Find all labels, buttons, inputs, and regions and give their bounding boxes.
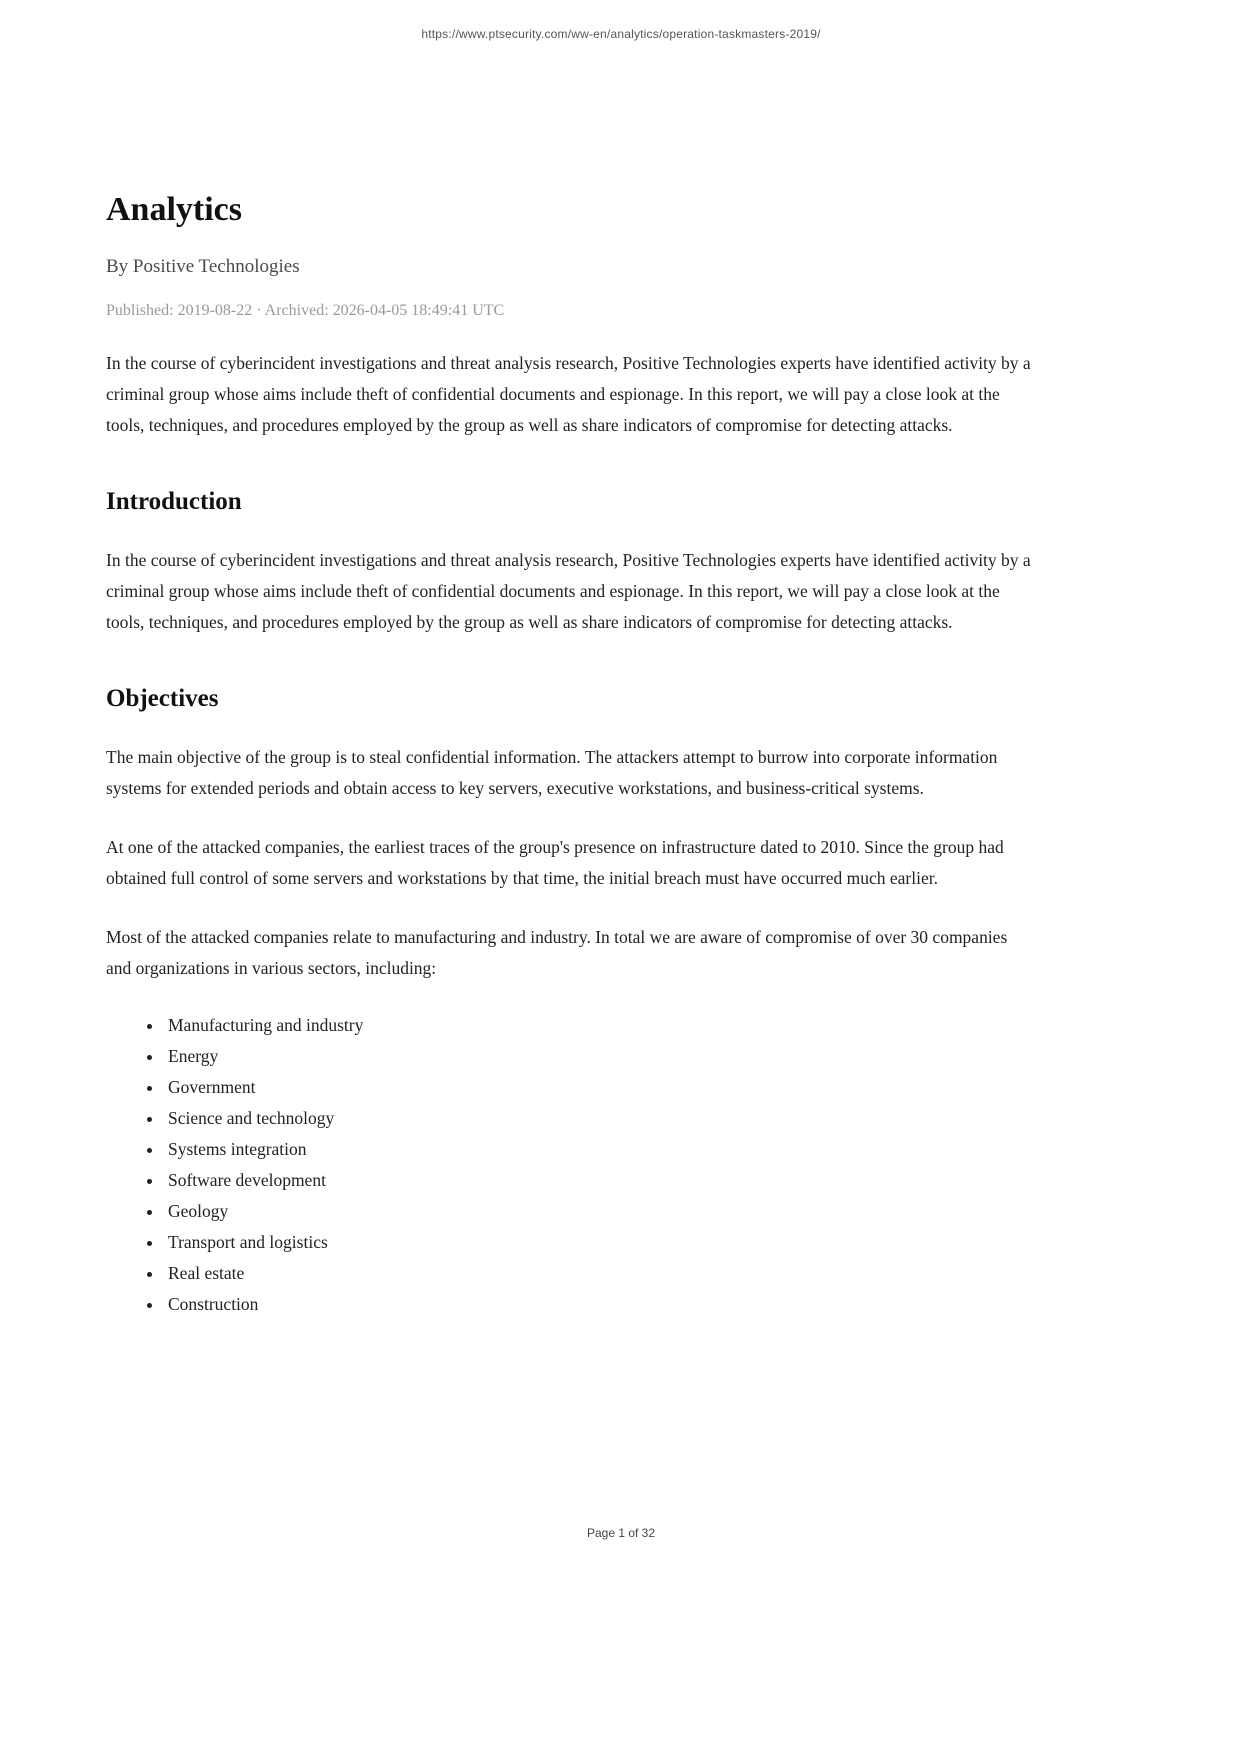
article-body [106,191,1036,1320]
objectives-paragraph-1: The main objective of the group is to steal confidential information. The attackers attempt to burrow into corporate information systems for extended periods and obtain access to key servers, executive workstations, and business-critical systems. [106,747,998,799]
article-meta-published-archived: Published: 2019-08-22 · Archived: 2026-04-05 18:49:41 UTC [106,302,505,320]
page-url: https://www.ptsecurity.com/ww-en/analytics/operation-taskmasters-2019/ [421,27,821,41]
list-item: • Manufacturing and industry [164,1010,1036,1041]
list-item: • Geology [164,1196,1036,1227]
page-number: Page 1 of 32 [586,1526,656,1540]
list-item: • Science and technology [164,1103,1036,1134]
objectives-paragraph-3: Most of the attacked companies relate to manufacturing and industry. In total we are aware of compromise of over 30 companies and organizations in various sectors, including: [106,927,1008,979]
intro-paragraph: In the course of cyberincident investigations and threat analysis research, Positive Technologies experts have identified activity by a criminal group whose aims include theft of confidential documents and espionage. In this report, we will pay a close look at the tools, techniques, and procedures employed by the group as well as share indicators of compromise for detecting attacks. [106,353,1031,436]
article-byline: By Positive Technologies [106,256,300,278]
introduction-paragraph: In the course of cyberincident investigations and threat analysis research, Positive Technologies experts have identified activity by a criminal group whose aims include theft of confidential documents and espionage. In this report, we will pay a close look at the tools, techniques, and procedures employed by the group as well as share indicators of compromise for detecting attacks. [106,550,1031,633]
list-item: • Government [164,1072,1036,1103]
objectives-paragraph-2: At one of the attacked companies, the earliest traces of the group's presence on infrastructure dated to 2010. Since the group had obtained full control of some servers and workstations by that time, the initial breach must have occurred much earlier. [106,837,1004,889]
article-title: Analytics [106,191,242,228]
list-item: • Energy [164,1041,1036,1072]
sectors-list [106,1010,1036,1320]
list-item: • Construction [164,1289,1036,1320]
list-item: • Real estate [164,1258,1036,1289]
section-heading-introduction: Introduction [106,488,242,516]
list-item: • Software development [164,1165,1036,1196]
list-item: • Transport and logistics [164,1227,1036,1258]
list-item: • Systems integration [164,1134,1036,1165]
section-heading-objectives: Objectives [106,685,219,713]
